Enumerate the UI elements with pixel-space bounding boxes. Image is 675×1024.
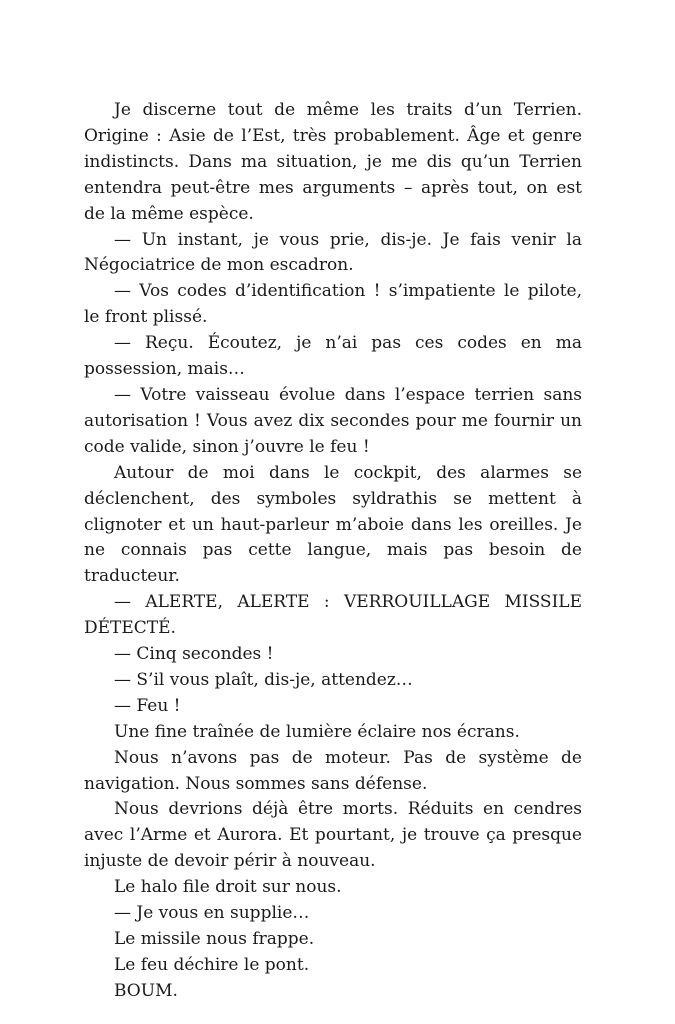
paragraph-13: Nous devrions déjà être morts. Réduits en cendres avec l’Arme et Aurora. Et pourtant, je trouve ça presque injuste de devoir périr à nouveau. (84, 799, 582, 872)
paragraph-1: Je discerne tout de même les traits d’un Terrien. Origine : Asie de l’Est, très probablement. Âge et genre indistincts. Dans ma situation, je me dis qu’un Terrien entendra peut-être mes arguments – après tout, on est de la même espèce. (84, 100, 582, 224)
paragraph-3: — Vos codes d’identification ! s’impatiente le pilote, le front plissé. (84, 281, 582, 328)
paragraph-16: Le missile nous frappe. (114, 929, 315, 949)
paragraph-9: — S’il vous plaît, dis-je, attendez… (114, 669, 413, 690)
paragraph-5: — Votre vaisseau évolue dans l’espace terrien sans autorisation ! Vous avez dix secondes pour me fournir un code valide, sinon j’ouvre le feu ! (84, 384, 582, 457)
paragraph-7: — ALERTE, ALERTE : VERROUILLAGE MISSILE DÉTECTÉ. (84, 592, 582, 639)
paragraph-18: BOUM. (114, 980, 178, 1001)
paragraph-4: — Reçu. Écoutez, je n’ai pas ces codes en ma possession, mais… (84, 333, 582, 380)
paragraph-8: — Cinq secondes ! (114, 644, 274, 665)
paragraph-15: — Je vous en supplie… (114, 903, 310, 924)
paragraph-17: Le feu déchire le pont. (114, 954, 310, 975)
paragraph-6: Autour de moi dans le cockpit, des alarmes se déclenchent, des symboles syldrathis se mettent à clignoter et un haut-parleur m’aboie dans les oreilles. Je ne connais pas cette langue, mais pas besoin de traducteur. (84, 462, 582, 587)
book-page (84, 98, 582, 1005)
paragraph-2: — Un instant, je vous prie, dis-je. Je fais venir la Négociatrice de mon escadron. (84, 229, 582, 276)
paragraph-11: Une fine traînée de lumière éclaire nos écrans. (114, 721, 520, 742)
paragraph-10: — Feu ! (114, 695, 181, 716)
paragraph-14: Le halo file droit sur nous. (114, 877, 342, 898)
paragraph-12: Nous n’avons pas de moteur. Pas de système de navigation. Nous sommes sans défense. (84, 747, 582, 794)
